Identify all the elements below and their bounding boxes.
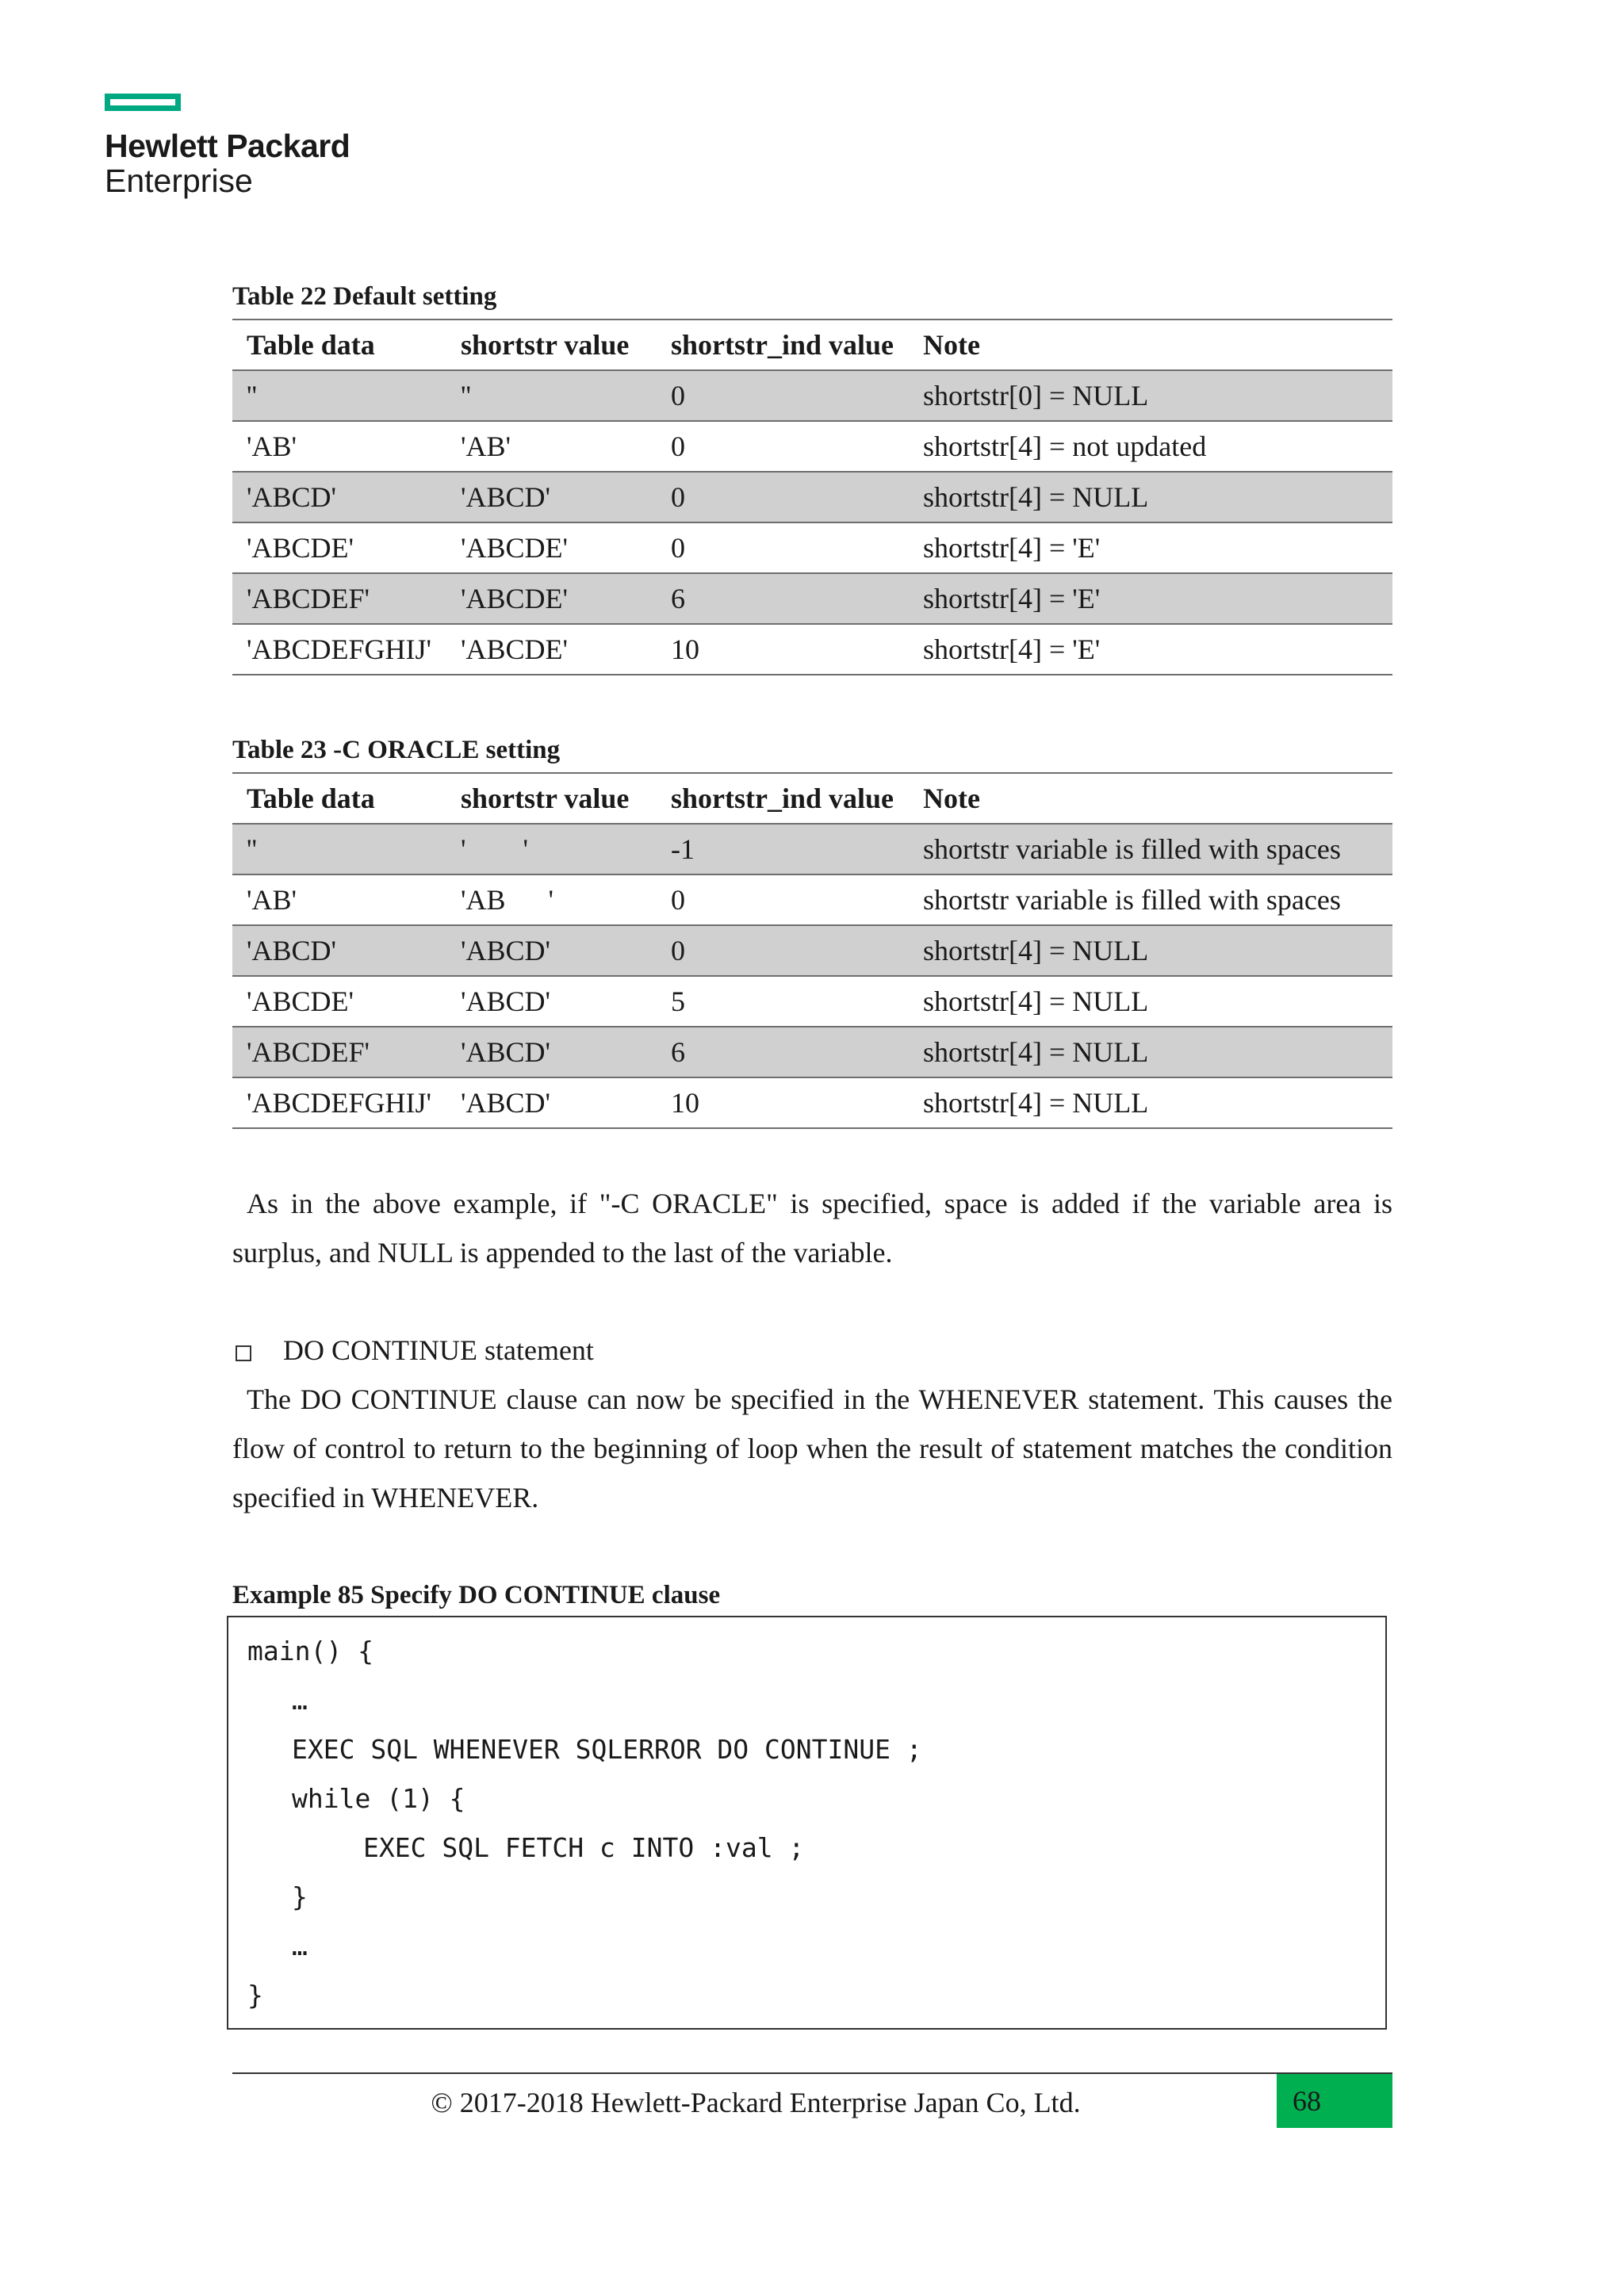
table-row (232, 522, 1392, 573)
table-row (232, 874, 1392, 925)
cell: shortstr[0] = NULL (909, 370, 1392, 421)
table-header-row (232, 320, 1392, 370)
cell: shortstr[4] = 'E' (909, 573, 1392, 624)
cell: '' (446, 370, 657, 421)
table23 (232, 772, 1392, 1129)
code-line: … (292, 1685, 308, 1716)
cell: 'ABCDEFGHIJ' (232, 624, 446, 675)
cell: 'AB ' (446, 874, 657, 925)
cell: shortstr variable is filled with spaces (909, 874, 1392, 925)
cell: 'ABCD' (446, 472, 657, 522)
code-example-box (227, 1616, 1387, 2030)
company-logo (105, 94, 350, 198)
header-shortstr-ind-value: shortstr_ind value (657, 320, 909, 370)
section-heading (232, 1326, 1392, 1375)
cell: 'AB' (232, 874, 446, 925)
cell: 10 (657, 624, 909, 675)
cell: 5 (657, 976, 909, 1027)
example-caption: Example 85 Specify DO CONTINUE clause (232, 1581, 721, 1609)
cell: 'ABCDE' (232, 522, 446, 573)
code-line: } (292, 1881, 308, 1912)
header-shortstr-value: shortstr value (446, 773, 657, 824)
table22 (232, 319, 1392, 675)
table-row (232, 1027, 1392, 1077)
cell: shortstr[4] = 'E' (909, 624, 1392, 675)
header-note: Note (909, 773, 1392, 824)
cell: 0 (657, 925, 909, 976)
cell: '' (232, 370, 446, 421)
square-bullet-icon (236, 1345, 251, 1361)
logo-line2: Enterprise (105, 163, 253, 199)
cell: 'AB' (232, 421, 446, 472)
footer-divider (232, 2072, 1392, 2074)
cell: shortstr[4] = not updated (909, 421, 1392, 472)
cell: 10 (657, 1077, 909, 1128)
code-line: … (292, 1931, 308, 1961)
section-heading-text: DO CONTINUE statement (283, 1334, 594, 1366)
cell: 'ABCD' (232, 925, 446, 976)
table23-block (232, 734, 1392, 1129)
cell: 'ABCD' (446, 976, 657, 1027)
header-shortstr-ind-value: shortstr_ind value (657, 773, 909, 824)
paragraph-text: As in the above example, if "-C ORACLE" is specified, space is added if the variable area is surplus, and NULL is appended to the last of the variable. (232, 1188, 1392, 1269)
cell: 0 (657, 472, 909, 522)
table-row (232, 472, 1392, 522)
cell: 0 (657, 370, 909, 421)
table-row (232, 624, 1392, 675)
cell: 0 (657, 522, 909, 573)
cell: 'ABCD' (446, 925, 657, 976)
header-shortstr-value: shortstr value (446, 320, 657, 370)
cell: 'ABCD' (446, 1027, 657, 1077)
cell: 6 (657, 1027, 909, 1077)
cell: 'ABCDEF' (232, 1027, 446, 1077)
table-header-row (232, 773, 1392, 824)
table-row (232, 976, 1392, 1027)
cell: shortstr[4] = 'E' (909, 522, 1392, 573)
logo-mark-icon (105, 94, 181, 111)
code-line: EXEC SQL WHENEVER SQLERROR DO CONTINUE ; (292, 1734, 922, 1765)
section-body-paragraph (232, 1375, 1392, 1522)
table-row (232, 925, 1392, 976)
cell: shortstr[4] = NULL (909, 976, 1392, 1027)
footer-copyright: © 2017-2018 Hewlett-Packard Enterprise Japan Co, Ltd. (431, 2087, 1081, 2118)
cell: 6 (657, 573, 909, 624)
header-note: Note (909, 320, 1392, 370)
cell: 'ABCDE' (446, 624, 657, 675)
header-table-data: Table data (232, 773, 446, 824)
cell: 'ABCDEF' (232, 573, 446, 624)
cell: 'ABCDE' (446, 522, 657, 573)
cell: 'ABCD' (446, 1077, 657, 1128)
logo-line1: Hewlett Packard (105, 128, 350, 164)
table22-block (232, 281, 1392, 675)
cell: shortstr[4] = NULL (909, 1027, 1392, 1077)
cell: 'ABCDE' (232, 976, 446, 1027)
cell: 'ABCDEFGHIJ' (232, 1077, 446, 1128)
cell: 'ABCD' (232, 472, 446, 522)
code-line: } (247, 1980, 263, 2011)
cell: shortstr[4] = NULL (909, 1077, 1392, 1128)
table-row (232, 370, 1392, 421)
cell: 'ABCDE' (446, 573, 657, 624)
cell: shortstr[4] = NULL (909, 925, 1392, 976)
table-row (232, 421, 1392, 472)
table-row (232, 573, 1392, 624)
table-row (232, 1077, 1392, 1128)
table23-caption: Table 23 -C ORACLE setting (232, 736, 561, 764)
code-line: while (1) { (292, 1783, 465, 1814)
cell: ' ' (446, 824, 657, 874)
oracle-explanation-paragraph (232, 1179, 1392, 1277)
cell: 0 (657, 421, 909, 472)
table-row (232, 824, 1392, 874)
paragraph-text: The DO CONTINUE clause can now be specified in the WHENEVER statement. This causes the flow of control to return to the beginning of loop when the result of statement matches the condition specified in WHENEVER. (232, 1383, 1392, 1513)
header-table-data: Table data (232, 320, 446, 370)
page-number: 68 (1277, 2074, 1392, 2128)
cell: -1 (657, 824, 909, 874)
code-line: main() { (247, 1636, 373, 1667)
cell: '' (232, 824, 446, 874)
cell: shortstr variable is filled with spaces (909, 824, 1392, 874)
table22-caption: Table 22 Default setting (232, 282, 497, 311)
cell: shortstr[4] = NULL (909, 472, 1392, 522)
code-line: EXEC SQL FETCH c INTO :val ; (363, 1832, 805, 1863)
cell: 'AB' (446, 421, 657, 472)
cell: 0 (657, 874, 909, 925)
